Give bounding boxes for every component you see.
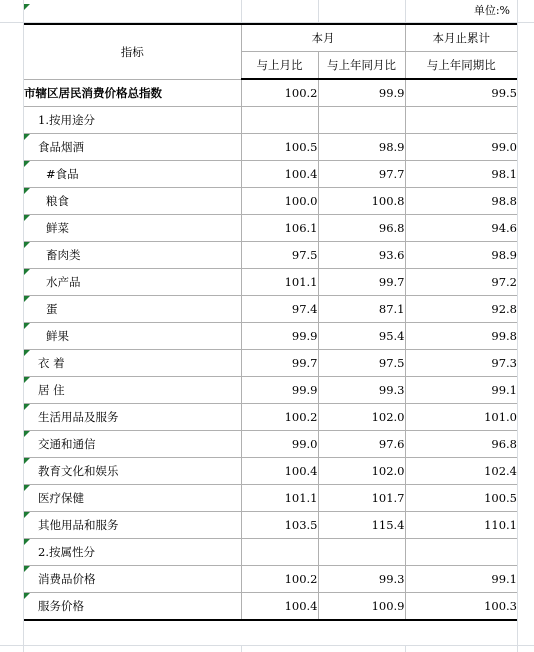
row-label-text: 教育文化和娱乐 — [38, 464, 119, 478]
cpi-table — [24, 23, 517, 621]
table-row — [24, 79, 517, 107]
ytd-cell: 99.5 — [405, 79, 517, 107]
row-label-text: 鲜菜 — [46, 221, 69, 235]
yoy-cell: 99.3 — [318, 566, 405, 593]
yoy-cell: 99.3 — [318, 377, 405, 404]
ytd-cell: 102.4 — [405, 458, 517, 485]
ytd-cell: 101.0 — [405, 404, 517, 431]
mom-cell: 106.1 — [241, 215, 318, 242]
yoy-header: 与上年同月比 — [318, 52, 405, 80]
mom-cell: 99.9 — [241, 377, 318, 404]
cell-marker-icon — [24, 431, 30, 437]
row-label-text: 其他用品和服务 — [38, 518, 119, 532]
ytd-cell: 98.1 — [405, 161, 517, 188]
cell-marker-icon — [24, 404, 30, 410]
table-row — [24, 161, 517, 188]
table-row — [24, 485, 517, 512]
mom-cell: 100.2 — [241, 566, 318, 593]
table-row — [24, 242, 517, 269]
table-row — [24, 107, 517, 134]
row-label-text: 医疗保健 — [38, 491, 84, 505]
table-row — [24, 539, 517, 566]
gridline — [241, 0, 242, 22]
cell-marker-icon — [24, 269, 30, 275]
yoy-cell: 101.7 — [318, 485, 405, 512]
row-label-text: #食品 — [46, 167, 79, 181]
row-label-text: 粮食 — [46, 194, 69, 208]
mom-cell: 100.5 — [241, 134, 318, 161]
cell-marker-icon — [24, 539, 30, 545]
cell-marker-icon — [24, 242, 30, 248]
table-row — [24, 404, 517, 431]
yoy-cell: 95.4 — [318, 323, 405, 350]
row-label — [24, 134, 241, 161]
cell-marker-icon — [24, 4, 30, 10]
table-row — [24, 323, 517, 350]
cell-marker-icon — [24, 458, 30, 464]
row-label-text: 服务价格 — [38, 599, 84, 613]
table-row — [24, 188, 517, 215]
mom-cell: 101.1 — [241, 269, 318, 296]
row-label — [24, 593, 241, 621]
mom-cell: 99.7 — [241, 350, 318, 377]
ytd-cell: 99.1 — [405, 566, 517, 593]
table-row — [24, 593, 517, 621]
yoy-cell: 93.6 — [318, 242, 405, 269]
row-label — [24, 269, 241, 296]
ytd-cell — [405, 107, 517, 134]
row-label — [24, 566, 241, 593]
yoy-cell: 99.9 — [318, 79, 405, 107]
row-label — [24, 404, 241, 431]
cell-marker-icon — [24, 215, 30, 221]
row-label: 市辖区居民消费价格总指数 — [24, 79, 241, 107]
table-row — [24, 377, 517, 404]
row-label — [24, 485, 241, 512]
row-label-text: 蛋 — [46, 302, 58, 316]
yoy-cell: 96.8 — [318, 215, 405, 242]
ytd-cell: 98.8 — [405, 188, 517, 215]
row-label-text: 消费品价格 — [38, 572, 96, 586]
mom-cell: 101.1 — [241, 485, 318, 512]
mom-cell: 100.0 — [241, 188, 318, 215]
row-label-text: 鲜果 — [46, 329, 69, 343]
row-label — [24, 350, 241, 377]
ytd-cell: 100.3 — [405, 593, 517, 621]
cell-marker-icon — [24, 350, 30, 356]
row-label — [24, 161, 241, 188]
ytd-cell: 99.8 — [405, 323, 517, 350]
ytd-cell: 100.5 — [405, 485, 517, 512]
current-month-header: 本月 — [241, 24, 405, 52]
gridline — [405, 645, 406, 652]
row-label-text: 交通和通信 — [38, 437, 96, 451]
mom-cell — [241, 539, 318, 566]
ytd-cell: 94.6 — [405, 215, 517, 242]
mom-cell: 97.4 — [241, 296, 318, 323]
yoy-cell: 98.9 — [318, 134, 405, 161]
gridline — [241, 645, 242, 652]
ytd-header: 本月止累计 — [405, 24, 517, 52]
yoy-cell — [318, 107, 405, 134]
gridline — [517, 0, 518, 652]
row-label — [24, 377, 241, 404]
yoy-cell — [318, 539, 405, 566]
row-label — [24, 215, 241, 242]
yoy-cell: 99.7 — [318, 269, 405, 296]
row-label-text: 居 住 — [38, 383, 65, 397]
row-label-text: 生活用品及服务 — [38, 410, 119, 424]
mom-cell — [241, 107, 318, 134]
ytd-cell: 97.2 — [405, 269, 517, 296]
row-label-text: 2.按属性分 — [38, 545, 95, 559]
ytd-cell: 92.8 — [405, 296, 517, 323]
table-row — [24, 269, 517, 296]
mom-cell: 100.2 — [241, 79, 318, 107]
table-row — [24, 215, 517, 242]
row-label: 1.按用途分 — [24, 107, 241, 134]
cell-marker-icon — [24, 566, 30, 572]
ytd-cell: 96.8 — [405, 431, 517, 458]
mom-cell: 103.5 — [241, 512, 318, 539]
row-label — [24, 323, 241, 350]
gridline — [0, 645, 534, 646]
yoy-cell: 100.8 — [318, 188, 405, 215]
cell-marker-icon — [24, 485, 30, 491]
cell-marker-icon — [24, 593, 30, 599]
cell-marker-icon — [24, 377, 30, 383]
cell-marker-icon — [24, 323, 30, 329]
mom-cell: 99.9 — [241, 323, 318, 350]
table-row — [24, 134, 517, 161]
yoy-cell: 102.0 — [318, 458, 405, 485]
ytd-cell: 110.1 — [405, 512, 517, 539]
row-label — [24, 458, 241, 485]
indicator-header: 指标 — [24, 24, 241, 79]
table-row — [24, 350, 517, 377]
ytd-cell: 99.1 — [405, 377, 517, 404]
table-row — [24, 458, 517, 485]
row-label-text: 衣 着 — [38, 356, 65, 370]
ytd-cell: 98.9 — [405, 242, 517, 269]
cell-marker-icon — [24, 296, 30, 302]
row-label — [24, 539, 241, 566]
mom-cell: 100.2 — [241, 404, 318, 431]
row-label — [24, 431, 241, 458]
yoy-cell: 97.6 — [318, 431, 405, 458]
mom-cell: 99.0 — [241, 431, 318, 458]
yoy-cell: 87.1 — [318, 296, 405, 323]
cell-marker-icon — [24, 188, 30, 194]
row-label — [24, 188, 241, 215]
table-row — [24, 296, 517, 323]
table-row — [24, 512, 517, 539]
yoy-cell: 97.5 — [318, 350, 405, 377]
row-label — [24, 296, 241, 323]
ytd-yoy-header: 与上年同期比 — [405, 52, 517, 80]
row-label — [24, 242, 241, 269]
mom-cell: 100.4 — [241, 161, 318, 188]
ytd-cell — [405, 539, 517, 566]
row-label-text: 水产品 — [46, 275, 81, 289]
mom-cell: 100.4 — [241, 458, 318, 485]
unit-label: 单位:% — [473, 4, 510, 17]
ytd-cell: 97.3 — [405, 350, 517, 377]
row-label-text: 食品烟酒 — [38, 140, 84, 154]
yoy-cell: 102.0 — [318, 404, 405, 431]
mom-header: 与上月比 — [241, 52, 318, 80]
cell-marker-icon — [24, 512, 30, 518]
mom-cell: 100.4 — [241, 593, 318, 621]
gridline — [405, 0, 406, 22]
table-row — [24, 566, 517, 593]
table-row — [24, 431, 517, 458]
gridline — [318, 0, 319, 22]
row-label — [24, 512, 241, 539]
mom-cell: 97.5 — [241, 242, 318, 269]
cell-marker-icon — [24, 161, 30, 167]
yoy-cell: 115.4 — [318, 512, 405, 539]
cell-marker-icon — [24, 134, 30, 140]
ytd-cell: 99.0 — [405, 134, 517, 161]
yoy-cell: 97.7 — [318, 161, 405, 188]
row-label-text: 畜肉类 — [46, 248, 81, 262]
yoy-cell: 100.9 — [318, 593, 405, 621]
